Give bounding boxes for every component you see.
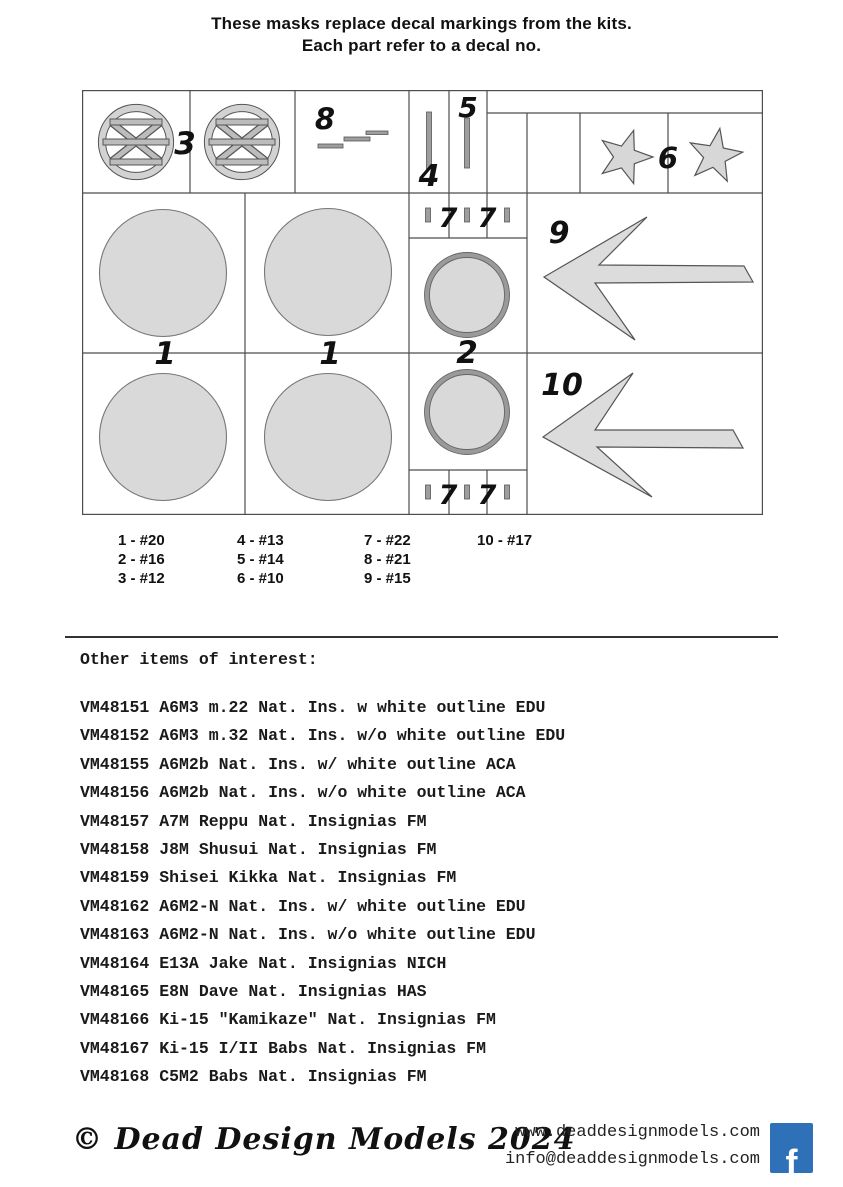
part-label-6: 6 xyxy=(657,141,679,175)
website-url: www.deaddesignmodels.com xyxy=(515,1123,760,1142)
list-item: VM48155 A6M2b Nat. Ins. w/ white outline ACA xyxy=(80,754,516,774)
legend-column-1 xyxy=(118,531,165,588)
part-label-7a: 7 xyxy=(438,203,458,234)
tall-bar-mask-5 xyxy=(465,118,470,168)
legend-entry: 1 - #20 xyxy=(118,532,165,549)
list-item: VM48166 Ki-15 "Kamikaze" Nat. Insignias FM xyxy=(80,1010,496,1030)
facebook-icon xyxy=(770,1123,813,1183)
legend-column-4 xyxy=(477,531,532,550)
legend-entry: 10 - #17 xyxy=(477,532,533,549)
legend-entry: 9 - #15 xyxy=(364,570,411,587)
list-item: VM48158 J8M Shusui Nat. Insignias FM xyxy=(80,839,437,859)
header-line-2: Each part refer to a decal no. xyxy=(301,36,542,55)
other-items-list xyxy=(80,694,565,1091)
contact-block xyxy=(505,1119,760,1173)
legend-entry: 5 - #14 xyxy=(237,551,284,568)
list-item: VM48159 Shisei Kikka Nat. Insignias FM xyxy=(80,868,457,888)
star-mask-right xyxy=(685,124,746,183)
list-item: VM48162 A6M2-N Nat. Ins. w/ white outline EDU xyxy=(80,896,526,916)
legend-entry: 8 - #21 xyxy=(364,551,411,568)
star-mask-left xyxy=(593,122,659,187)
section-divider xyxy=(65,636,778,638)
masks-diagram xyxy=(82,90,763,520)
legend-entry: 7 - #22 xyxy=(364,532,411,549)
email-address: info@deaddesignmodels.com xyxy=(504,1150,760,1169)
part-label-3: 3 xyxy=(174,126,196,162)
list-item: VM48156 A6M2b Nat. Ins. w/o white outline ACA xyxy=(80,783,526,803)
list-item: VM48152 A6M3 m.32 Nat. Ins. w/o white outline EDU xyxy=(80,726,566,746)
part-label-1a: 1 xyxy=(154,336,176,372)
legend-column-2 xyxy=(237,531,284,588)
part-label-7c: 7 xyxy=(438,480,458,511)
part-label-5: 5 xyxy=(458,91,478,124)
list-item: VM48165 E8N Dave Nat. Insignias HAS xyxy=(80,981,427,1001)
list-item: VM48151 A6M3 m.22 Nat. Ins. w white outline EDU xyxy=(80,698,546,717)
part-label-2: 2 xyxy=(456,335,478,371)
list-item: VM48163 A6M2-N Nat. Ins. w/o white outline EDU xyxy=(80,925,536,945)
list-item: VM48164 E13A Jake Nat. Insignias NICH xyxy=(80,953,447,973)
part-label-7b: 7 xyxy=(477,203,497,234)
part-label-9: 9 xyxy=(548,216,570,251)
facebook-letter: f xyxy=(785,1142,798,1183)
roundel-mask-right xyxy=(204,104,279,179)
list-item: VM48157 A7M Reppu Nat. Insignias FM xyxy=(80,811,427,831)
list-item: VM48168 C5M2 Babs Nat. Insignias FM xyxy=(80,1067,427,1087)
part-label-10: 10 xyxy=(541,368,583,403)
legend-column-3 xyxy=(364,531,411,588)
header-line-1: These masks replace decal markings from the kits. xyxy=(211,14,632,33)
part-label-8: 8 xyxy=(314,102,336,136)
legend-entry: 6 - #10 xyxy=(237,570,284,587)
legend-entry: 3 - #12 xyxy=(118,570,165,587)
copyright-signature: © Dead Design Models 2024 xyxy=(72,1122,576,1157)
legend-entry: 4 - #13 xyxy=(237,532,284,549)
list-item: VM48167 Ki-15 I/II Babs Nat. Insignias FM xyxy=(80,1038,486,1058)
part-label-4: 4 xyxy=(418,159,440,194)
part-label-1b: 1 xyxy=(319,336,341,372)
legend-entry: 2 - #16 xyxy=(118,551,165,568)
roundel-mask-left xyxy=(98,104,173,179)
arrow-mask-9 xyxy=(544,217,753,340)
part-label-7d: 7 xyxy=(477,480,497,511)
other-items-title: Other items of interest: xyxy=(80,650,318,669)
